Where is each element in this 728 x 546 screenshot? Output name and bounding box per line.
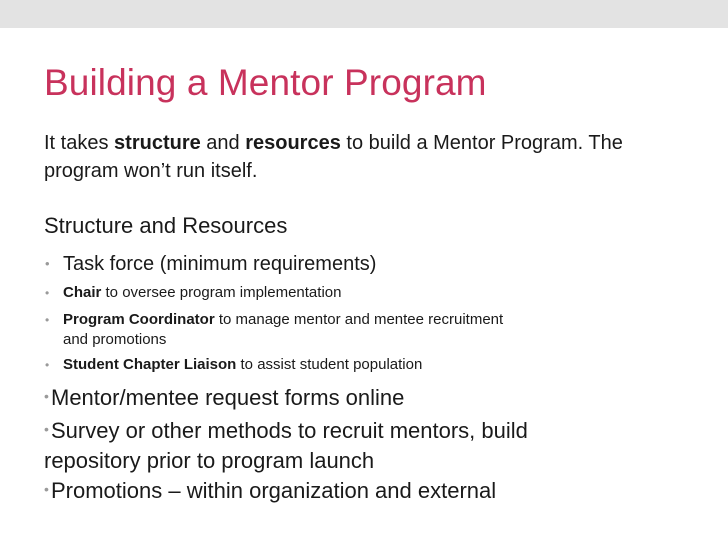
section-heading: Structure and Resources [44, 213, 288, 238]
bullet-liaison-bold: Student Chapter Liaison [63, 356, 237, 373]
bullet-chair-text: to oversee program implementation [101, 284, 342, 301]
bullet-request-forms-text: Mentor/mentee request forms online [51, 385, 405, 410]
bullet-coordinator-text: to manage mentor and mentee recruitment [214, 311, 504, 328]
bullet-coordinator-bold: Program Coordinator [63, 311, 215, 328]
bullet-dot-icon: • [44, 421, 49, 437]
bullet-task-force-text: Task force (minimum requirements) [63, 253, 377, 275]
intro-text-3: to build a Mentor Program. The program won’t run itself. [44, 132, 623, 182]
bullet-dot-icon: • [45, 286, 50, 300]
bullet-chair-bold: Chair [63, 284, 102, 301]
bullet-dot-icon: • [45, 358, 50, 372]
intro-paragraph [44, 129, 684, 185]
bullet-student-chapter-liaison [45, 355, 423, 375]
bullet-promotions-text: Promotions – within organization and external [51, 478, 497, 503]
slide-title: Building a Mentor Program [44, 62, 487, 103]
intro-text-2: and [200, 132, 246, 154]
intro-text-1: It takes [44, 132, 115, 154]
bullet-survey [44, 416, 528, 476]
bullet-task-force [45, 251, 377, 277]
bullet-survey-text-cont: repository prior to program launch [44, 448, 375, 473]
bullet-promotions [44, 476, 496, 506]
top-band [0, 0, 728, 28]
bullet-liaison-text: to assist student population [236, 356, 423, 373]
bullet-dot-icon: • [44, 388, 49, 404]
bullet-coordinator-text-cont: and promotions [63, 331, 167, 348]
intro-bold-structure: structure [114, 132, 201, 154]
bullet-request-forms [44, 383, 404, 413]
bullet-dot-icon: • [45, 313, 50, 327]
intro-bold-resources: resources [245, 132, 341, 154]
bullet-dot-icon: • [44, 481, 49, 497]
bullet-dot-icon: • [45, 256, 50, 271]
bullet-program-coordinator [45, 310, 504, 350]
bullet-chair [45, 283, 342, 303]
bullet-survey-text: Survey or other methods to recruit mentors, build [51, 418, 528, 443]
